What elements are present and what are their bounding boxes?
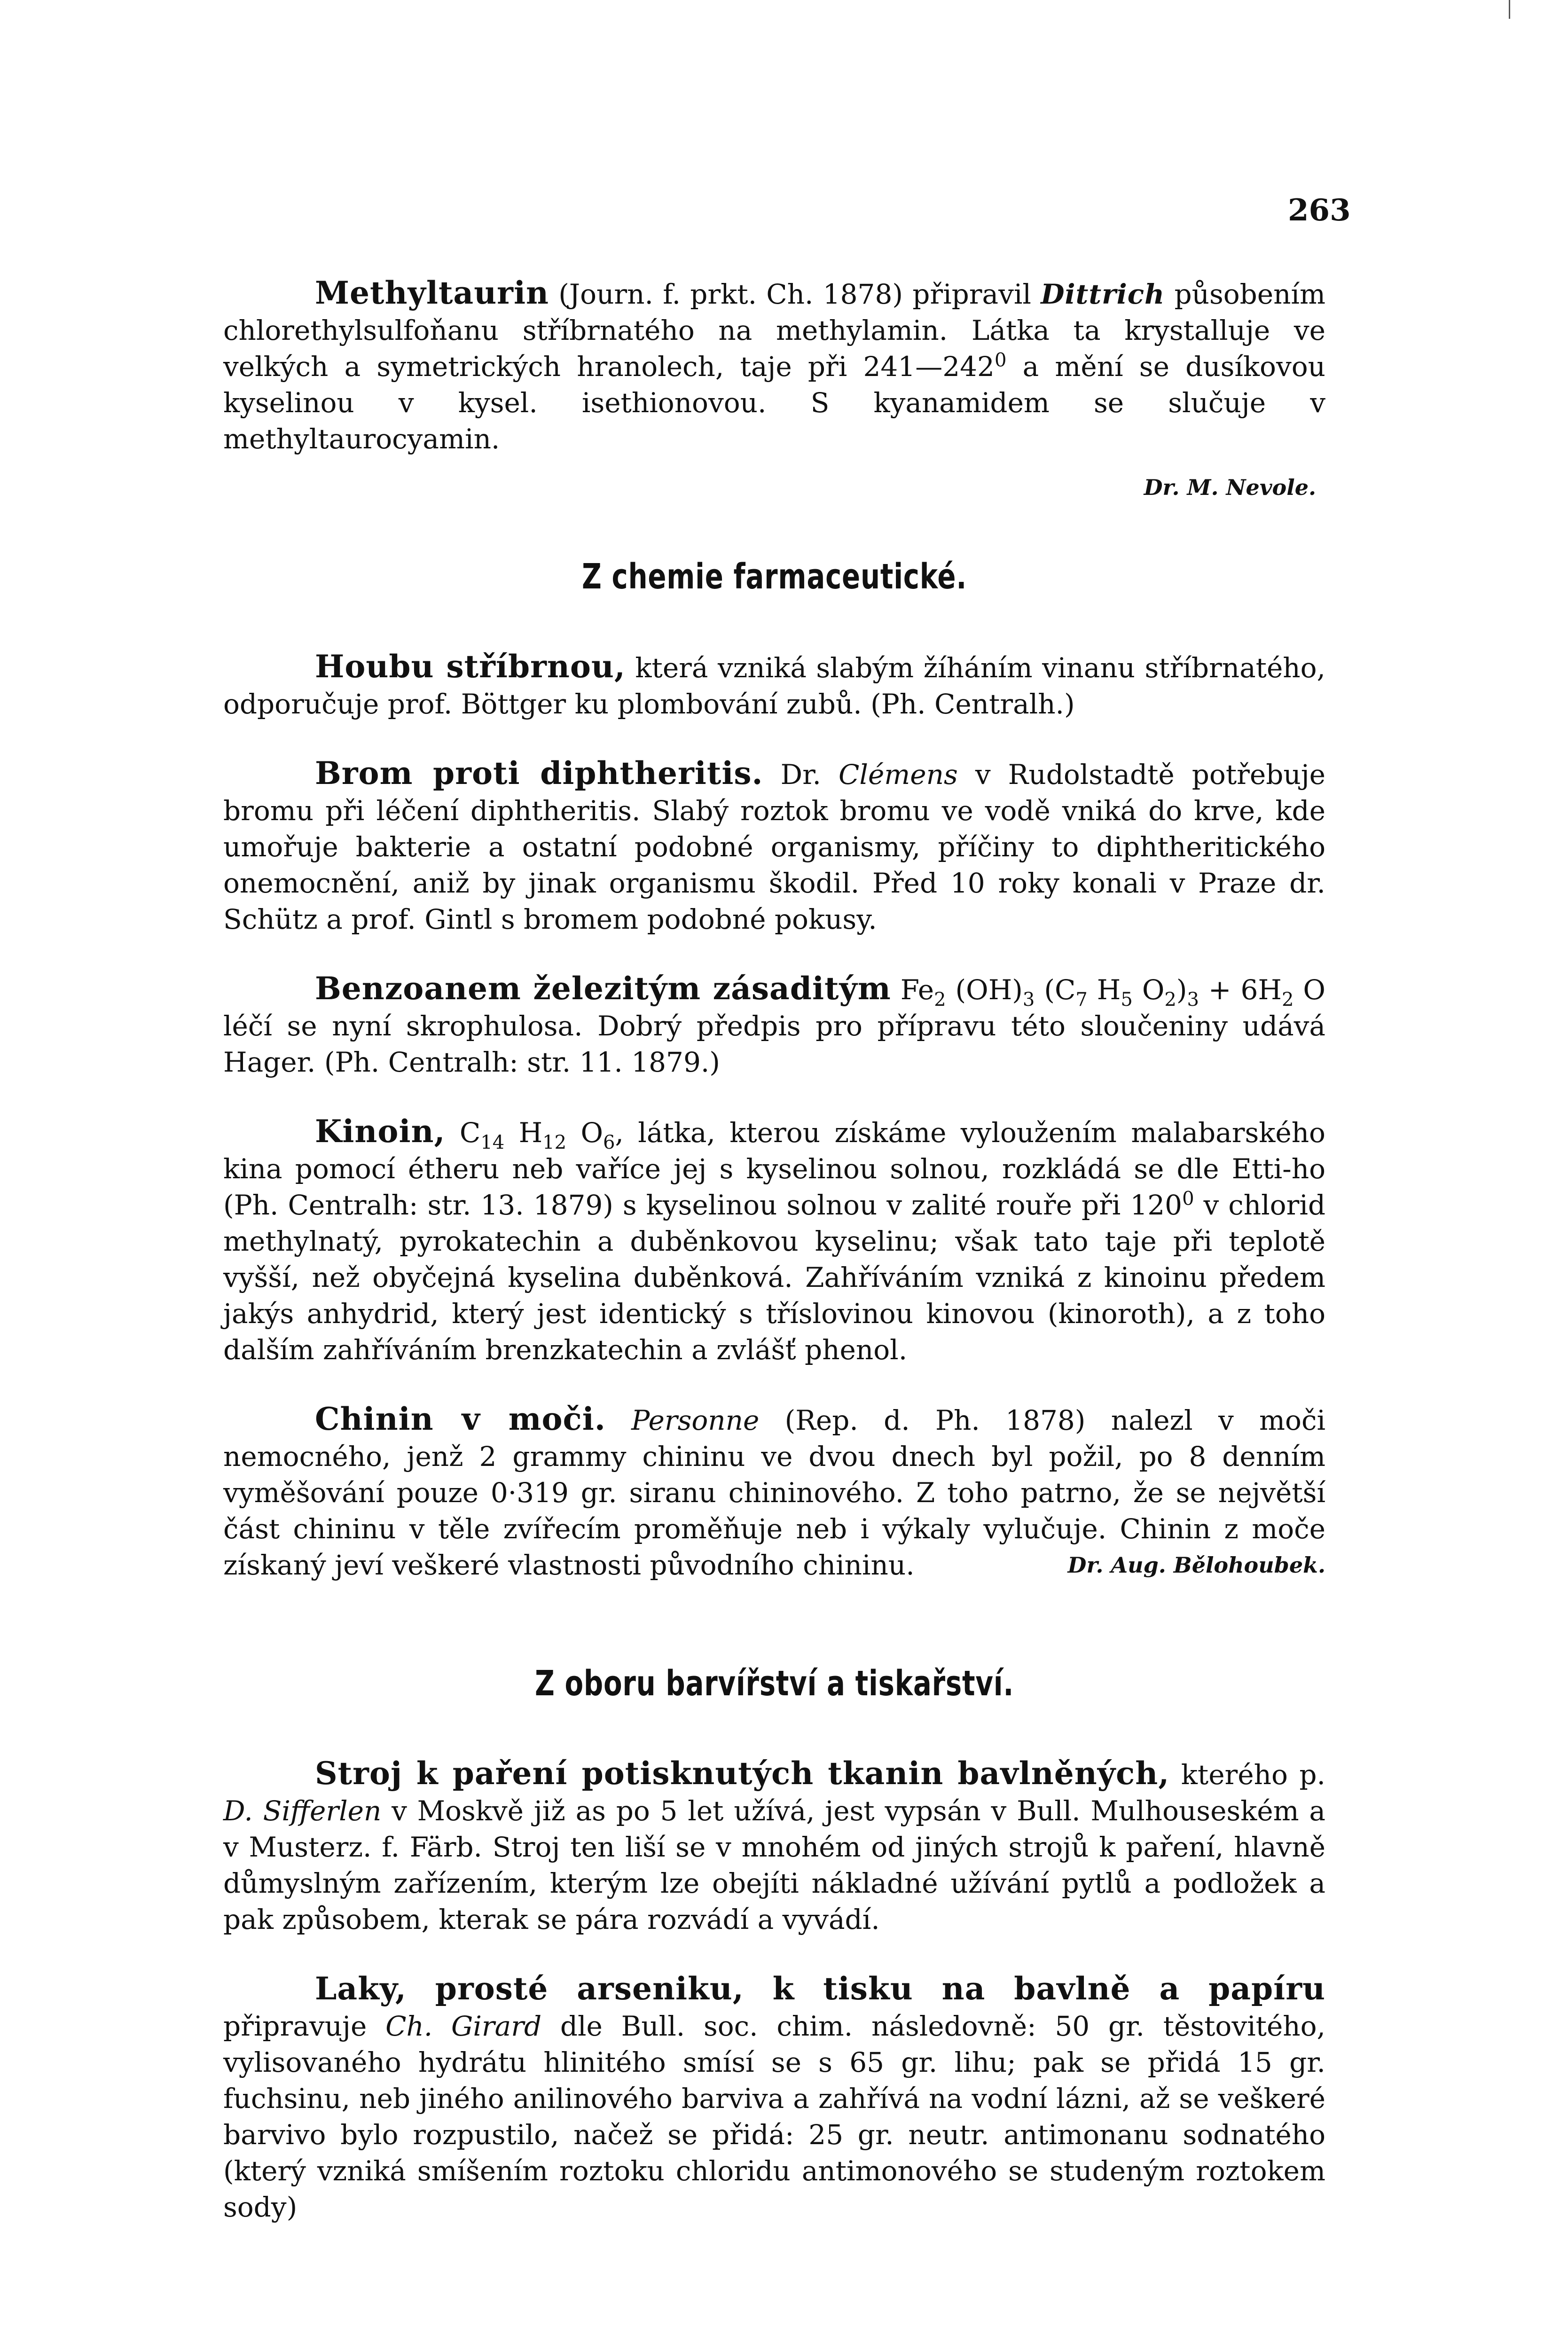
chemical-formula (900, 974, 1325, 1010)
article-text: a mění se dusíkovou kyselinou v kysel. isethionovou. S kyanamidem se slučuje v methyltaurocyamin. (223, 351, 1325, 455)
article-heading: Stroj k paření potisknutých tkanin bavlněných, (315, 1755, 1170, 1792)
formula-subscript: 6 (603, 1132, 615, 1153)
article-heading: Houbu stříbrnou, (315, 648, 626, 685)
section-title: Z chemie farmaceutické. (581, 556, 967, 597)
article-methyltaurin (223, 275, 1325, 457)
article-heading: Methyltaurin (315, 274, 549, 311)
author-name: Personne (631, 1404, 760, 1436)
author-name: Dittrich (1041, 278, 1165, 310)
article-text: dle Bull. soc. chim. následovně: 50 gr. těstovitého, vylisovaného hydrátu hlinitého smísí se s 65 gr. lihu; pak se přidá 15 gr. fuchsinu, neb jiného anilinového barviva a zahřívá na vodní lázni, až se veškeré barvivo bylo rozpustilo, načež se přidá: 25 gr. neutr. antimonanu sodnatého (který vzniká smíšením roztoku chloridu antimonového se studeným roztokem sody) (223, 2010, 1325, 2223)
formula-part: O (566, 1117, 604, 1149)
article-benzoan (223, 971, 1325, 1081)
article-text: (Journ. f. prkt. Ch. 1878) připravil (549, 278, 1041, 310)
article-heading: Brom proti diphtheritis. (315, 755, 763, 791)
article-heading: Kinoin, (315, 1113, 446, 1150)
article-text: v Moskvě již as po 5 let užívá, jest vypsán v Bull. Mulhouseském a v Musterz. f. Färb. Stroj ten liší se v mnohém od jiných strojů k paření, hlavně důmyslným zařízením, kterým lze obejíti nákladné užívání pytlů a podložek a pak způsobem, kterak se pára rozvádí a vyvádí. (223, 1795, 1325, 1935)
article-heading: Benzoanem železitým zásaditým (315, 970, 891, 1007)
formula-part: (C (1035, 974, 1076, 1006)
page-number: 263 (1288, 193, 1351, 228)
formula-subscript: 2 (934, 989, 946, 1010)
article-text: Dr. (763, 759, 839, 791)
formula-part: Fe (900, 974, 934, 1006)
formula-subscript: 12 (542, 1132, 567, 1153)
formula-part: H (1087, 974, 1121, 1006)
article-text (606, 1404, 631, 1436)
article-text: léčí se nyní skrophulosa. Dobrý předpis pro přípravu této sloučeniny udává Hager. (Ph. Centralh: str. 11. 1879.) (223, 1010, 1325, 1078)
article-heading: Chinin v moči. (315, 1401, 606, 1437)
article-kinoin (223, 1113, 1325, 1368)
article-heading: Laky, prosté arseniku, k tisku na bavlně a papíru (315, 1970, 1325, 2007)
formula-subscript: 7 (1075, 989, 1088, 1010)
formula-subscript: 3 (1187, 989, 1199, 1010)
page-content (223, 275, 1325, 2258)
formula-subscript: 2 (1164, 989, 1176, 1010)
article-text: v chlorid methylnatý, pyrokatechin a duběnkovou kyselinu; však tato taje při teplotě vyšší, než obyčejná kyselina duběnková. Zahříváním vzniká z kinoinu předem jakýs anhydrid, který jest identický s tříslovinou kinovou (kinoroth), a z toho dalším zahříváním brenzkatechin a zvlášť phenol. (223, 1189, 1325, 1366)
article-brom (223, 755, 1325, 938)
signature: Dr. M. Nevole. (1144, 475, 1316, 500)
article-chinin (223, 1401, 1325, 1583)
article-text: , látka, kterou získáme vyloužením malabarského kina pomocí étheru neb vaříce jej s kyselinou solnou, rozkládá se dle Etti-ho (Ph. Centralh: str. 13. 1879) s kyselinou solnou v zalité rouře při 120 (223, 1117, 1325, 1221)
article-text: připravuje (223, 2010, 386, 2042)
formula-subscript: 5 (1121, 989, 1133, 1010)
article-text: (Rep. d. Ph. 1878) nalezl v moči nemocného, jenž 2 grammy chininu ve dvou dnech byl požil, po 8 denním vyměšování pouze 0·319 gr. siranu chininového. Z toho patrno, že se největší část chininu v těle zvířecím proměňuje neb i výkaly vylučuje. Chinin z moče získaný jeví veškeré vlastnosti původního chininu. (223, 1404, 1325, 1581)
article-text: v Rudolstadtě potřebuje bromu při léčení diphtheritis. Slabý roztok bromu ve vodě vniká do krve, kde umořuje bakterie a ostatní podobné organismy, příčiny to diphtheritického onemocnění, aniž by jinak organismu škodil. Před 10 roky konali v Praze dr. Schütz a prof. Gintl s bromem podobné pokusy. (223, 759, 1325, 935)
formula-part: (OH) (946, 974, 1023, 1006)
author-name: Ch. Girard (385, 2010, 542, 2042)
formula-part: O (1132, 974, 1165, 1006)
article-houbu (223, 649, 1325, 722)
article-laky (223, 1971, 1325, 2225)
article-text: která vzniká slabým žíháním vinanu stříbrnatého, odporučuje prof. Böttger ku plombování zubů. (Ph. Centralh.) (223, 652, 1325, 720)
page-edge-line (1509, 0, 1510, 19)
article-text: kterého p. (1169, 1759, 1325, 1791)
formula-part: O (1294, 974, 1325, 1006)
formula-part: ) (1176, 974, 1187, 1006)
degree-mark: 0 (1182, 1188, 1194, 1210)
formula-subscript: 2 (1282, 989, 1294, 1010)
formula-part: C (445, 1117, 481, 1149)
author-name: D. Sifferlen (223, 1795, 382, 1827)
section-title: Z oboru barvířství a tiskařství. (534, 1663, 1014, 1704)
article-text: působením chlorethylsulfoňanu stříbrnatého na methylamin. Látka ta krystalluje ve velkých a symetrických hranolech, taje při 241—242 (223, 278, 1325, 383)
formula-part: H (504, 1117, 543, 1149)
formula-subscript: 3 (1022, 989, 1035, 1010)
article-stroj (223, 1755, 1325, 1938)
author-name: Clémens (839, 759, 958, 791)
formula-part: + 6H (1199, 974, 1282, 1006)
formula-subscript: 14 (480, 1132, 505, 1153)
signature: Dr. Aug. Bělohoubek. (1067, 1552, 1325, 1578)
degree-mark: 0 (994, 349, 1007, 371)
